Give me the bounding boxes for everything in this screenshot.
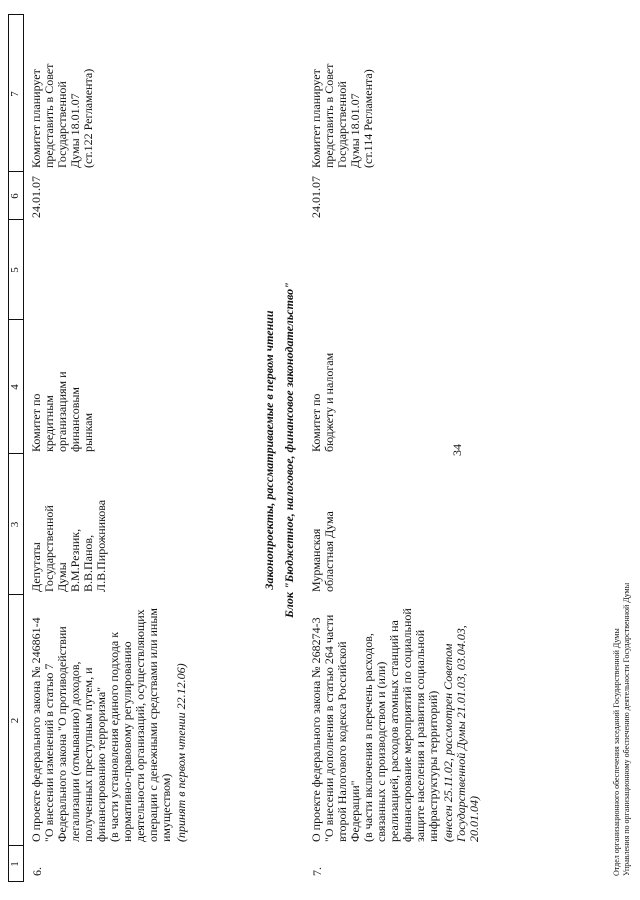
page-number: 34: [450, 444, 464, 456]
row6-date: 24.01.07: [29, 176, 43, 218]
row7-number: 7.: [310, 867, 324, 876]
footer-line-1: Отдел организационного обеспечения заседаний Государственной Думы: [612, 628, 621, 876]
row6-number: 6.: [30, 867, 44, 876]
row6-status: Комитет планирует представить в Совет Государственной Думы 18.01.07 (ст.122 Регламента): [29, 63, 95, 168]
header-col-4: 4: [9, 384, 21, 390]
header-col-7: 7: [9, 91, 21, 97]
row6-initiator: Депутаты Государственной Думы В.М.Резник, В.В.Панов, Л.В.Пирожникова: [29, 499, 108, 592]
header-col-6: 6: [9, 193, 21, 199]
header-col-2: 2: [9, 717, 21, 724]
row7-date: 24.01.07: [309, 176, 323, 218]
row7-description: О проекте федерального закона № 268274-3 "О внесении дополнения в статью 264 части второй Налогового кодекса Российской Федерации" (в части включения в перечень расходов, связанных с производством и (или) реализацией, расходов атомных станций на финансирование мероприятий по социальной защите населения и развития социальной инфраструктуры территорий): [309, 608, 440, 842]
header-col-3: 3: [9, 521, 21, 528]
row7-committee: Комитет по бюджету и налогам: [309, 352, 336, 452]
footer-line-2: Управления по организационному обеспечению деятельности Государственной Думы: [622, 582, 631, 876]
header-col-5: 5: [9, 267, 21, 273]
header-col-1: 1: [9, 861, 21, 867]
row6-note: (принят в первом чтении 22.12.06): [174, 663, 188, 842]
row7-status: Комитет планирует представить в Совет Государственной Думы 18.01.07 (ст.114 Регламента): [309, 63, 375, 168]
section-title: Законопроекты, рассматриваемые в первом чтении: [262, 310, 276, 590]
row6-description: О проекте федерального закона № 246861-4 "О внесении изменений в статью 7 Федерального закона "О противодействии легализации (отмыванию) доходов, полученных преступным путем, и финансированию терроризма" (в части установления единого подхода к нормативно-правовому регулированию деятельности организаций, осуществляющих операции с денежными средствами или иным имуществом): [29, 608, 173, 842]
block-title: Блок "Бюджетное, налоговое, финансовое законодательство": [282, 282, 296, 618]
row7-note: (внесен 25.11.02, рассмотрен Советом Государственной Думы 21.01.03, 03.04.03, 20.01.04): [441, 625, 481, 842]
row7-initiator: Мурманская областная Дума: [309, 511, 336, 592]
row6-committee: Комитет по кредитным организациям и финансовым рынкам: [29, 371, 95, 452]
